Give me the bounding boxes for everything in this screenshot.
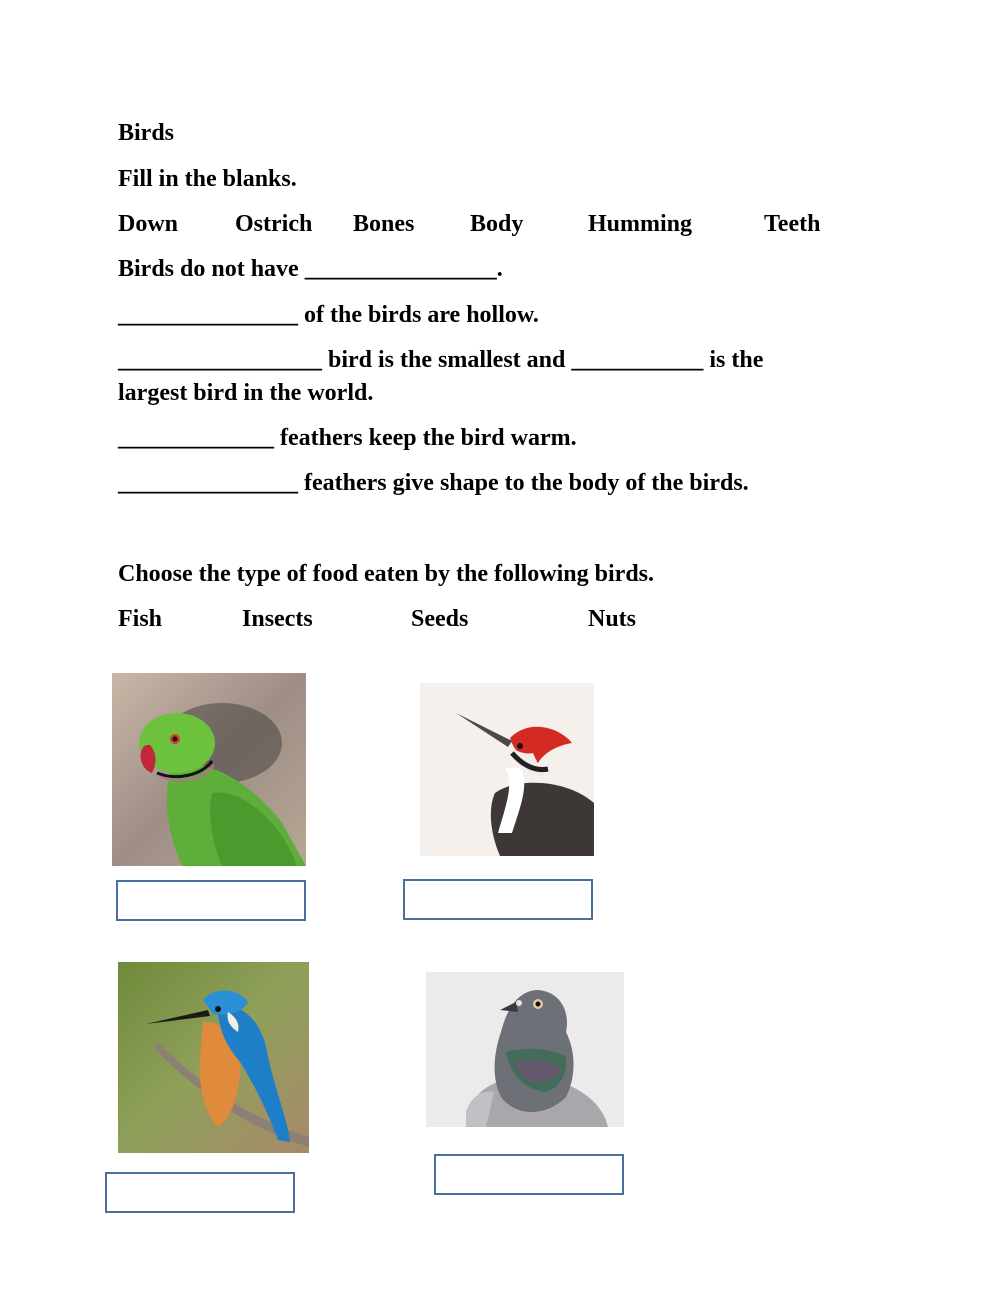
sentence-2: _______________ of the birds are hollow. bbox=[118, 302, 539, 328]
food-option: Nuts bbox=[588, 606, 637, 632]
food-instruction: Choose the type of food eaten by the following birds. bbox=[118, 561, 655, 587]
sentence-5: _______________ feathers give shape to the body of the birds. bbox=[118, 470, 749, 496]
sentence-4: _____________ feathers keep the bird warm. bbox=[118, 425, 577, 451]
kingfisher-photo bbox=[118, 962, 309, 1153]
woodpecker-answer-box[interactable] bbox=[403, 879, 593, 920]
fill-blanks-instruction: Fill in the blanks. bbox=[118, 166, 297, 192]
word-bank-item: Bones bbox=[353, 211, 415, 237]
kingfisher-answer-box[interactable] bbox=[105, 1172, 295, 1213]
food-option: Seeds bbox=[411, 606, 469, 632]
sentence-1: Birds do not have ________________. bbox=[118, 256, 503, 282]
sentence-3-continued: largest bird in the world. bbox=[118, 380, 374, 406]
word-bank-item: Down bbox=[118, 211, 179, 237]
parrot-answer-box[interactable] bbox=[116, 880, 306, 921]
pigeon-answer-box[interactable] bbox=[434, 1154, 624, 1195]
worksheet-title: Birds bbox=[118, 120, 175, 146]
word-bank-item: Ostrich bbox=[235, 211, 313, 237]
sentence-3: _________________ bird is the smallest and ___________ is the bbox=[118, 347, 764, 373]
pigeon-photo bbox=[426, 972, 624, 1127]
food-option: Insects bbox=[242, 606, 313, 632]
parrot-photo bbox=[112, 673, 306, 866]
woodpecker-photo bbox=[420, 683, 594, 856]
word-bank-item: Body bbox=[470, 211, 524, 237]
word-bank-item: Teeth bbox=[764, 211, 821, 237]
food-option: Fish bbox=[118, 606, 163, 632]
word-bank-item: Humming bbox=[588, 211, 693, 237]
